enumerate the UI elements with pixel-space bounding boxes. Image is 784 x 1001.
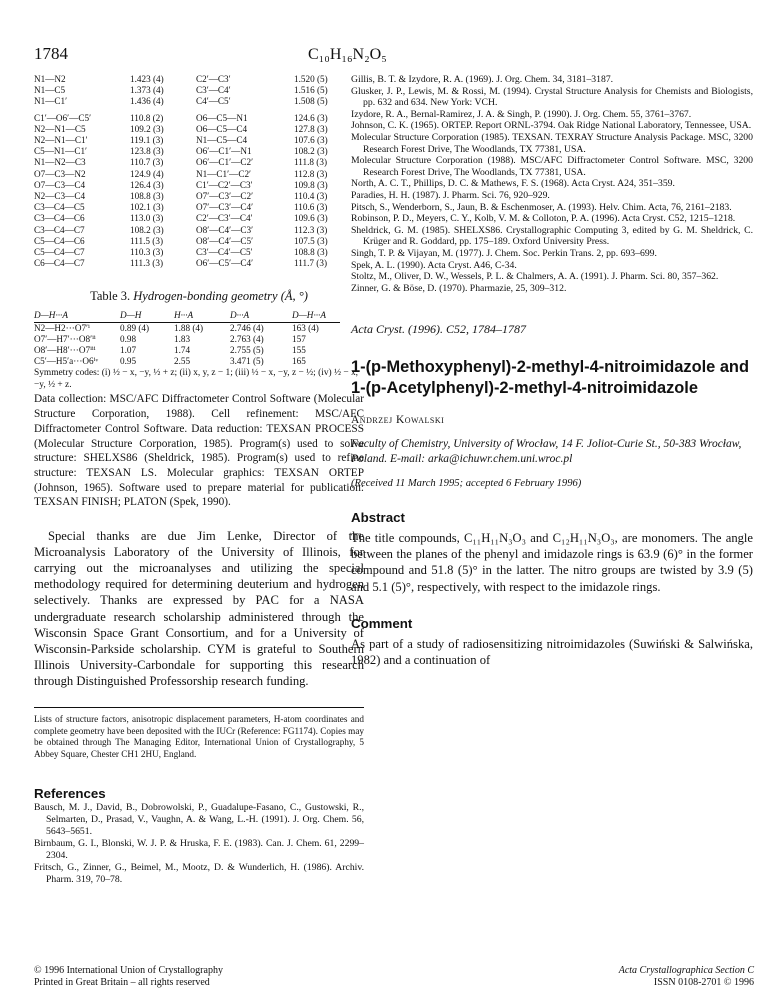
author-affiliation: Faculty of Chemistry, University of Wrocław, 14 F. Joliot-Curie St., 50-383 Wrocław, Poland. E-mail: arka@ichuwr.chem.uni.wroc.pl [351, 438, 742, 466]
geometry-value: 124.9 (4) [130, 168, 164, 179]
reference-entry: Stoltz, M., Oliver, D. W., Wessels, P. L. & Chalmers, A. A. (1991). J. Pharm. Sci. 80, 357–362. [351, 271, 719, 283]
table-row [34, 135, 354, 146]
comment-heading: Comment [351, 615, 413, 631]
printed-line: Printed in Great Britain – all rights reserved [34, 977, 210, 989]
geometry-label: C5—C4—C6 [34, 235, 85, 246]
geometry-label: C2′—C3′—C4′ [196, 213, 253, 224]
geometry-label: N1—C5—C4 [196, 135, 248, 146]
reference-entry: Pitsch, S., Wenderborn, S., Jaun, B. & Eschenmoser, A. (1993). Helv. Chim. Acta, 76, 2161–2183. [351, 201, 732, 213]
geometry-label: O6—C5—N1 [196, 112, 248, 123]
geometry-value: 108.2 (3) [294, 146, 328, 157]
geometry-value: 127.8 (3) [294, 123, 328, 134]
table-row [34, 180, 354, 191]
journal-citation: Acta Cryst. (1996). C52, 1784–1787 [351, 322, 526, 337]
geometry-value: 109.6 (3) [294, 213, 328, 224]
table-cell: 3.471 (5) [230, 356, 264, 367]
reference-entry: Bausch, M. J., David, B., Dobrowolski, P., Guadalupe-Fasano, C., Gustowski, R., Selmarten, D., Prasad, V., Vaughn, A. & Wang, L.-H. (1991). J. Org. Chem. 56, 5643–5651. [34, 802, 364, 837]
geometry-value: 111.5 (3) [130, 235, 163, 246]
table-row [34, 258, 354, 269]
geometry-table [34, 74, 354, 269]
geometry-value: 102.1 (3) [130, 202, 164, 213]
reference-entry: Molecular Structure Corporation (1988). MSC/AFC Diffractometer Control Software. MSC, 3200 Research Forest Drive, The Woodlands, TX 77381, USA. [351, 155, 753, 178]
geometry-value: 109.8 (3) [294, 179, 328, 190]
table-cell: O8′—H8′···O7ⁱⁱⁱ [34, 345, 96, 356]
table-header-cell: D···A [230, 310, 292, 323]
geometry-label: C1′—C2′—C3′ [196, 179, 253, 190]
geometry-label: C3′—C4′—C5′ [196, 247, 253, 258]
table-cell: 0.98 [120, 334, 137, 345]
references-list-right [351, 74, 753, 294]
geometry-label: O8′—C4′—C3′ [196, 224, 254, 235]
table-cell: 2.746 (4) [230, 323, 264, 334]
abstract-text: The title compounds, C₁₁H₁₁N₃O₃ and C₁₂H₁₁N₃O₃, are monomers. The angle between the planes of the phenyl and imidazole rings is 63.9 (6)° in the former compound and 51.8 (5)° in the latter. The nitro groups are twisted by 3.9 (5) and 5.1 (5)°, respectively, with respect to the imidazole rings. [351, 531, 753, 594]
table-header-cell: D—H···A [34, 310, 120, 323]
table-header-cell: D—H···A [292, 310, 340, 323]
geometry-label: O6′—C1′—C2′ [196, 157, 254, 168]
geometry-label: N1—N2 [34, 74, 66, 84]
table-row [34, 108, 354, 124]
geometry-label: C5—N1—C1′ [34, 146, 88, 157]
table3-caption: Hydrogen-bonding geometry (Å, °) [133, 289, 308, 304]
table-row [34, 213, 354, 224]
geometry-value: 111.7 (3) [294, 258, 327, 269]
table-cell: 2.55 [174, 356, 191, 367]
geometry-value: 1.373 (4) [130, 85, 164, 96]
geometry-value: 107.5 (3) [294, 235, 328, 246]
geometry-label: C2′—C3′ [196, 74, 231, 84]
table-row [34, 356, 340, 367]
geometry-label: N1—N2—C3 [34, 157, 86, 168]
table-cell: 2.755 (5) [230, 345, 264, 356]
table-row [34, 169, 354, 180]
geometry-label: O6′—C5′—C4′ [196, 258, 254, 269]
table-cell: 1.07 [120, 345, 137, 356]
reference-entry: Birnbaum, G. I., Blonski, W. J. P. & Hruska, F. E. (1983). Can. J. Chem. 61, 2299–2304. [34, 838, 364, 861]
table-row [34, 191, 354, 202]
geometry-value: 126.4 (3) [130, 179, 164, 190]
geometry-label: C3—C4—C7 [34, 224, 85, 235]
footer-left [34, 965, 223, 990]
table-row [34, 157, 354, 168]
table-cell: 1.88 (4) [174, 323, 204, 334]
table-cell: C5′—H5′a···O6ⁱᵛ [34, 356, 99, 367]
article-title: 1-(p-Methoxyphenyl)-2-methyl-4-nitroimidazole and 1-(p-Acetylphenyl)-2-methyl-4-nitroimidazole [351, 358, 749, 397]
table-row [34, 146, 354, 157]
geometry-value: 111.3 (3) [130, 258, 163, 269]
reference-entry: Johnson, C. K. (1965). ORTEP. Report ORNL-3794. Oak Ridge National Laboratory, Tennessee, USA. [351, 120, 752, 132]
geometry-value: 1.508 (5) [294, 96, 328, 107]
geometry-value: 110.8 (2) [130, 112, 164, 123]
table-row [34, 334, 340, 345]
abstract-heading: Abstract [351, 510, 405, 526]
issn-line: ISSN 0108-2701 © 1996 [653, 977, 754, 989]
reference-entry: Fritsch, G., Zinner, G., Beimel, M., Mootz, D. & Wunderlich, H. (1986). Archiv. Pharm. 319, 70–78. [34, 862, 364, 885]
geometry-value: 110.7 (3) [130, 157, 164, 168]
reference-entry: Paradies, H. H. (1987). J. Pharm. Sci. 76, 920–929. [351, 189, 550, 201]
reference-entry: Glusker, J. P., Lewis, M. & Rossi, M. (1994). Crystal Structure Analysis for Chemists and Biologists, pp. 632 and 634. New York: VCH. [351, 85, 753, 109]
page-number: 1784 [34, 44, 68, 63]
table-row [34, 202, 354, 213]
comment-text: As part of a study of radiosensitizing nitroimidazoles (Suwiński & Salwińska, 1982) and a continuation of [351, 636, 753, 667]
geometry-value: 123.8 (3) [130, 146, 164, 157]
running-formula: C₁₀H₁₆N₂O₅ [308, 46, 387, 63]
geometry-value: 1.520 (5) [294, 74, 328, 84]
geometry-label: O6—C5—C4 [196, 123, 248, 134]
reference-entry: North, A. C. T., Phillips, D. C. & Mathews, F. S. (1968). Acta Cryst. A24, 351–359. [351, 178, 675, 190]
reference-entry: Zinner, G. & Böse, D. (1970). Pharmazie, 25, 309–312. [351, 282, 567, 294]
table-cell: 0.95 [120, 356, 137, 367]
geometry-value: 109.2 (3) [130, 123, 164, 134]
geometry-label: C3—C4—C5 [34, 202, 85, 213]
geometry-label: N2—C3—C4 [34, 191, 86, 202]
geometry-value: 107.6 (3) [294, 135, 328, 146]
acknowledgements-paragraph: Special thanks are due Jim Lenke, Director of the Microanalysis Laboratory of the University of Illinois, for carrying out the microanalyses and utilizing the special methodology required for determining deuterium and hydrogen selectively. Thanks are expressed by PAC for a NASA undergraduate research scholarship administered through the Wisconsin Space Grant Consortium, and for a University of Wisconsin-Parkside scholarship. CYM is grateful to Southern Illinois University-Carbondale for supporting this research through Distinguished Professorship research funding. [34, 529, 364, 688]
geometry-value: 110.4 (3) [294, 191, 328, 202]
geometry-label: O6′—C1′—N1 [196, 146, 252, 157]
geometry-value: 113.0 (3) [130, 213, 164, 224]
geometry-label: C4′—C5′ [196, 96, 231, 107]
table-row [34, 225, 354, 236]
table-row [34, 74, 354, 85]
table-row [34, 85, 354, 96]
table-cell: O7′—H7′···O8′ⁱⁱ [34, 334, 96, 345]
table-cell: 155 [292, 345, 306, 356]
table-row [34, 247, 354, 258]
table-cell: 1.74 [174, 345, 191, 356]
reference-entry: Singh, T. P. & Vijayan, M. (1977). J. Chem. Soc. Perkin Trans. 2, pp. 693–699. [351, 247, 657, 259]
reference-entry: Gillis, B. T. & Izydore, R. A. (1969). J. Org. Chem. 34, 3181–3187. [351, 74, 614, 85]
reference-entry: Sheldrick, G. M. (1985). SHELXS86. Crystallographic Computing 3, edited by G. M. Sheldrick, C. Krüger and R. Goddard, pp. 175–189. Oxford University Press. [351, 224, 753, 248]
geometry-label: N1—C1′—C2′ [196, 168, 252, 179]
table-cell: 1.83 [174, 334, 191, 345]
geometry-value: 108.8 (3) [130, 191, 164, 202]
table-row [34, 96, 354, 107]
table-cell: 165 [292, 356, 306, 367]
reference-entry: Robinson, P. D., Meyers, C. Y., Kolb, V. M. & Colloton, P. A. (1996). Acta Cryst. C52, 1215–1218. [351, 213, 736, 225]
geometry-label: O7′—C3′—C4′ [196, 202, 254, 213]
geometry-value: 110.3 (3) [130, 247, 164, 258]
table3-label: Table 3. [90, 289, 131, 304]
geometry-value: 124.6 (3) [294, 112, 328, 123]
left-column [34, 74, 364, 886]
geometry-value: 112.8 (3) [294, 168, 328, 179]
table-cell: 157 [292, 334, 306, 345]
geometry-label: C6—C4—C7 [34, 258, 85, 269]
table-header-cell: H···A [174, 310, 230, 323]
table-cell: N2—H2···O7′ⁱ [34, 323, 90, 334]
geometry-value: 108.8 (3) [294, 247, 328, 258]
geometry-value: 1.423 (4) [130, 74, 164, 84]
geometry-label: N1—C1′ [34, 96, 68, 107]
geometry-value: 1.516 (5) [294, 85, 328, 96]
journal-section [535, 965, 754, 977]
geometry-label: C1′—O6′—C5′ [34, 112, 92, 123]
table-cell: 2.763 (4) [230, 334, 264, 345]
table-header-cell: D—H [120, 310, 174, 323]
reference-entry: Izydore, R. A., Bernal-Ramirez, J. A. & Singh, P. (1990). J. Org. Chem. 55, 3761–3767. [351, 108, 692, 120]
table-cell: 0.89 (4) [120, 323, 150, 334]
geometry-label: O7—C3—C4 [34, 179, 86, 190]
geometry-label: O8′—C4′—C5′ [196, 235, 254, 246]
geometry-label: N2—N1—C1′ [34, 135, 88, 146]
right-column [351, 74, 753, 668]
geometry-value: 119.1 (3) [130, 135, 164, 146]
reference-entry: Molecular Structure Corporation (1985). TEXSAN. TEXRAY Structure Analysis Package. MSC, 3200 Research Forest Drive, The Woodlands, TX 77381, USA. [351, 131, 753, 155]
geometry-label: O7—C3—N2 [34, 168, 86, 179]
geometry-value: 110.6 (3) [294, 202, 328, 213]
table-row [34, 323, 340, 335]
deposition-note: Lists of structure factors, anisotropic displacement parameters, H-atom coordinates and complete geometry have been deposited with the IUCr (Reference: FG1174). Copies may be obtained through The Managing Editor, International Union of Crystallography, 5 Abbey Square, Chester CH1 2HU, England. [34, 707, 364, 760]
author-name: Andrzej Kowalski [351, 414, 445, 427]
table-row [34, 236, 354, 247]
table-cell: 163 (4) [292, 323, 319, 334]
table3-title [34, 289, 364, 304]
geometry-value: 111.8 (3) [294, 157, 327, 168]
journal-section-name: Acta Crystallographica Section C [618, 965, 754, 976]
reference-entry: Spek, A. L. (1990). Acta Cryst. A46, C-34. [351, 259, 517, 271]
geometry-label: N2—N1—C5 [34, 123, 86, 134]
table-row [34, 345, 340, 356]
data-collection-paragraph: Data collection: MSC/AFC Diffractometer Control Software (Molecular Structure Corporation, 1988). Cell refinement: MSC/AFC Diffractometer Control Software. Data reduction: TEXSAN PROCESS (Molecular Structure Corporation, 1985). Program(s) used to solve structure: SHELXS86 (Sheldrick, 1985). Program(s) used to refine structure: TEXSAN LS. Molecular graphics: TEXSAN ORTEP (Johnson, 1965). Software used to prepare material for publication: TEXSAN FINISH; PLATON (Spek, 1990). [34, 393, 364, 509]
references-list-left [34, 802, 364, 885]
geometry-value: 1.436 (4) [130, 96, 164, 107]
geometry-value: 108.2 (3) [130, 224, 164, 235]
geometry-label: C3′—C4′ [196, 85, 231, 96]
geometry-label: N1—C5 [34, 85, 66, 96]
geometry-label: C3—C4—C6 [34, 213, 85, 224]
received-dates: (Received 11 March 1995; accepted 6 February 1996) [351, 478, 582, 490]
copyright-line: © 1996 International Union of Crystallography [34, 965, 223, 976]
hbond-table [34, 310, 340, 367]
footer-right [535, 965, 754, 990]
geometry-label: O7′—C3′—C2′ [196, 191, 254, 202]
table-row [34, 124, 354, 135]
symmetry-codes: Symmetry codes: (i) ½ − x, −y, ½ + z; (ii) x, y, z − 1; (iii) ½ − x, −y, z − ½; (iv) ½ − x, −y, ½ + z. [34, 368, 359, 390]
geometry-label: C5—C4—C7 [34, 247, 85, 258]
geometry-value: 112.3 (3) [294, 224, 328, 235]
references-heading: References [34, 786, 106, 802]
